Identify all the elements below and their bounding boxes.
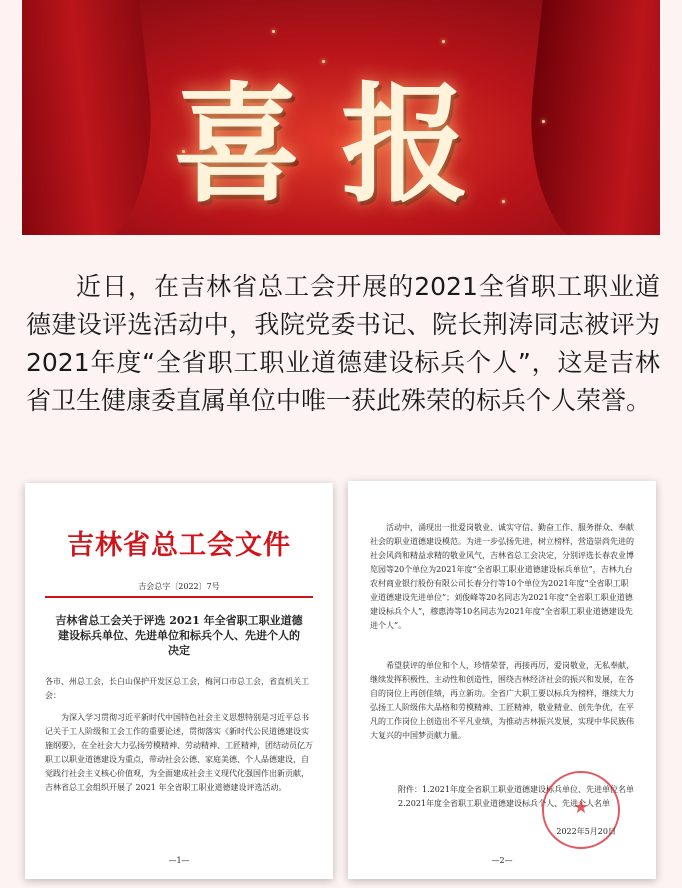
news-paragraph: 近日，在吉林省总工会开展的2021全省职工职业道德建设评选活动中，我院党委书记、院长荆涛同志被评为2021年度“全省职工职业道德建设标兵个人”，这是吉林省卫生健康委直属单位中唯一获此殊荣的标兵个人荣誉。 [26,272,660,415]
document-body: 活动中，涌现出一批爱岗敬业、诚实守信、勤奋工作、服务群众、奉献社会的职业道德建设模范。为进一步弘扬先进，树立榜样，营造崇尚先进的社会风尚和精益求精的敬业风气，吉林省总工会决定，分别评选长春农业博览园等20个单位为2021年度“全省职工职业道德建设标兵单位”，吉林九台农村商业银行股份有限公司长春分行等10个单位为2021年度“全省职工职业道德建设先进单位”；刘俊峰等20名同志为2021年度“全省职工职业道德建设标兵个人”，穆惠涛等10名同志为2021年度“全省职工职业道德建设先进个人”。 [370,523,634,630]
document-date: 2022年5月20日 [556,827,616,836]
page-number: —1— [168,856,190,865]
page-number: —2— [491,856,513,865]
document-body: 为深入学习贯彻习近平新时代中国特色社会主义思想特别是习近平总书记关于工人阶级和工会工作的重要论述，贯彻落实《新时代公民道德建设实施纲要》，在全社会大力弘扬劳模精神、劳动精神、工匠精神，团结动员亿万职工以职业道德建设为重点，带动社会公德、家庭美德、个人品德建设，自觉践行社会主义核心价值观，为全面建成社会主义现代化强国作出新贡献，吉林省总工会组织开展了 2021 年全省职工职业道德建设评选活动。 [45,713,313,792]
document-page-1 [25,483,333,879]
banner-title: 喜报 [172,70,509,220]
document-title: 吉林省总工会关于评选 2021 年全省职工职业道德建设标兵单位、先进单位和标兵个人、先进个人的决定 [55,614,303,657]
red-divider [45,596,313,598]
document-heading: 吉林省总工会文件 [67,530,291,561]
document-body-2: 希望获评的单位和个人，珍惜荣誉，再接再厉，爱岗敬业，无私奉献，继续发挥积极性、主动性和创造性，围绕吉林经济社会的振兴和发展，在各自的岗位上再创佳绩，再立新功。全省广大职工要以标兵为榜样，继续大力弘扬工人阶级伟大品格和劳模精神、工匠精神，敬业精业、创先争优，在平凡的工作岗位上创造出不平凡业绩，为推动吉林振兴发展，实现中华民族伟大复兴的中国梦贡献力量。 [370,661,634,740]
celebration-banner [22,0,660,235]
document-page-2 [348,481,656,879]
attachment-list: 附件：1.2021年度全省职工职业道德建设标兵单位、先进单位名单 2.2021年度全省职工职业道德建设标兵个人、先进个人名单 [398,785,634,808]
document-address: 各市、州总工会，长白山保护开发区总工会，梅河口市总工会，省直机关工会： [45,677,309,700]
official-seal-icon [542,771,620,849]
document-number: 吉会总字〔2022〕7号 [138,582,220,591]
